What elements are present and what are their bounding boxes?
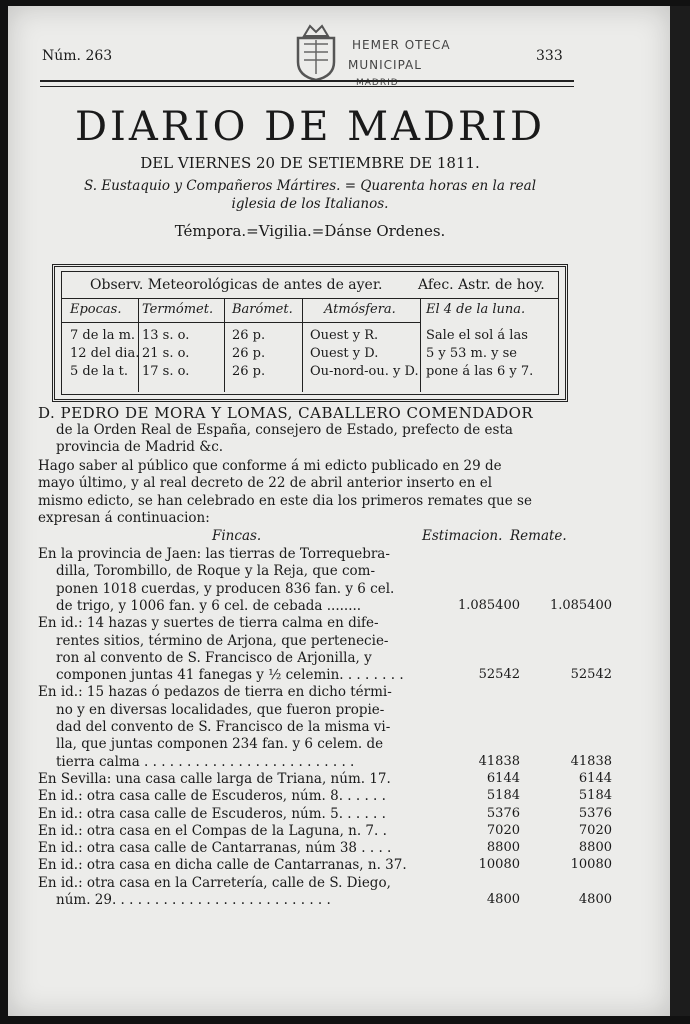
entry-line: En Sevilla: una casa calle larga de Triana, núm. 17. — [38, 770, 391, 787]
entry-line: tierra calma . . . . . . . . . . . . . . . . . . . . . . . . . — [56, 753, 355, 770]
crest-icon — [290, 22, 342, 82]
header-rule-top — [40, 80, 574, 82]
notice-heading-line-2: de la Orden Real de España, consejero de Estado, prefecto de esta — [56, 422, 513, 438]
col-fincas: Fincas. — [212, 528, 262, 544]
entry-line: En la provincia de Jaen: las tierras de Torrequebra- — [38, 546, 390, 562]
entry-estimacion: 1.085400 — [457, 597, 520, 613]
row-1-epoca: 7 de la m. — [70, 328, 136, 343]
row-1-atmos: Ouest y R. — [310, 328, 379, 343]
entry-remate: 10080 — [570, 857, 612, 873]
astro-line-2: 5 y 53 m. y se — [426, 346, 517, 361]
entry-line: En id.: otra casa en el Compas de la Laguna, n. 7. . — [38, 822, 387, 839]
page-edge — [670, 6, 690, 1016]
entry-estimacion: 5376 — [486, 805, 520, 821]
weather-divider-1 — [138, 298, 139, 392]
entry-estimacion: 52542 — [478, 667, 520, 683]
newspaper-page — [8, 6, 670, 1016]
newspaper-title: DIARIO DE MADRID — [74, 104, 546, 150]
entry-line: de trigo, y 1006 fan. y 6 cel. de cebada ........ — [56, 597, 362, 614]
entry-line: rentes sitios, término de Arjona, que pertenecie- — [56, 632, 389, 649]
entry-remate: 5184 — [578, 788, 612, 804]
weather-divider-2 — [224, 298, 225, 392]
entry-line: ron al convento de S. Francisco de Arjonilla, y — [56, 649, 372, 666]
entry-line: En id.: otra casa calle de Escuderos, núm. 5. . . . . . — [38, 805, 386, 822]
row-2-barom: 26 p. — [232, 346, 266, 361]
stamp-line-1: HEMER OTECA — [352, 38, 451, 52]
entry-remate: 6144 — [578, 770, 612, 786]
col-remate: Remate. — [510, 528, 567, 544]
entry-estimacion: 7020 — [486, 822, 520, 838]
entry-estimacion: 41838 — [478, 753, 520, 769]
weather-rule-2 — [62, 322, 420, 323]
entry-line: En id.: otra casa calle de Escuderos, núm. 8. . . . . . — [38, 788, 386, 805]
col-estimacion: Estimacion. — [422, 528, 503, 544]
entry-remate: 5376 — [578, 805, 612, 821]
row-1-term: 13 s. o. — [142, 328, 190, 343]
entry-estimacion: 5184 — [486, 788, 520, 804]
issue-number: Núm. 263 — [42, 48, 113, 64]
astro-line-3: pone á las 6 y 7. — [426, 364, 534, 379]
entry-line: ponen 1018 cuerdas, y producen 836 fan. y 6 cel. — [56, 580, 395, 597]
entry-line: En id.: otra casa calle de Cantarranas, núm 38 . . . . — [38, 840, 392, 857]
entry-line: En id.: 15 hazas ó pedazos de tierra en dicho térmi- — [38, 684, 392, 701]
entry-line: En id.: 14 hazas y suertes de tierra calma en dife- — [38, 615, 379, 632]
row-2-atmos: Ouest y D. — [310, 346, 379, 361]
entry-estimacion: 6144 — [486, 770, 520, 786]
col-termometro: Termómet. — [142, 302, 214, 317]
row-3-atmos: Ou-nord-ou. y D. — [310, 364, 419, 379]
entry-remate: 8800 — [578, 840, 612, 856]
row-1-barom: 26 p. — [232, 328, 266, 343]
weather-right-heading: Afec. Astr. de hoy. — [418, 277, 545, 293]
weather-rule-1 — [62, 298, 558, 299]
stamp-line-3: MADRID — [356, 78, 399, 88]
notice-body-line: Hago saber al público que conforme á mi edicto publicado en 29 de — [38, 458, 502, 474]
notice-body-line: expresan á continuacion: — [38, 509, 210, 526]
weather-divider-4 — [420, 298, 421, 392]
col-epocas: Epocas. — [70, 302, 122, 317]
entry-estimacion: 8800 — [486, 840, 520, 856]
entry-remate: 52542 — [570, 667, 612, 683]
row-2-term: 21 s. o. — [142, 346, 190, 361]
entry-remate: 1.085400 — [549, 597, 612, 613]
weather-divider-3 — [302, 298, 303, 392]
entry-line: En id.: otra casa en dicha calle de Cantarranas, n. 37. — [38, 857, 407, 874]
weather-left-heading: Observ. Meteorológicas de antes de ayer. — [90, 277, 383, 293]
entry-line: núm. 29. . . . . . . . . . . . . . . . . . . . . . . . . . — [56, 892, 331, 908]
entry-line: no y en diversas localidades, que fueron propie- — [56, 701, 385, 718]
weather-table — [52, 264, 568, 402]
saints-line-1: S. Eustaquio y Compañeros Mártires. = Quarenta horas en la real — [83, 178, 537, 194]
row-3-barom: 26 p. — [232, 364, 266, 379]
liturgy-line: Témpora.=Vigilia.=Dánse Ordenes. — [174, 222, 446, 240]
col-luna: El 4 de la luna. — [426, 302, 526, 317]
col-atmosfera: Atmósfera. — [324, 302, 396, 317]
astro-line-1: Sale el sol á las — [426, 328, 528, 343]
notice-body-line: mayo último, y al real decreto de 22 de abril anterior inserto en el — [38, 475, 493, 492]
entry-line: componen juntas 41 fanegas y ½ celemin. . . . . . . . — [56, 667, 404, 684]
entry-remate: 7020 — [578, 822, 612, 838]
entry-line: lla, que juntas componen 234 fan. y 6 celem. de — [56, 736, 384, 753]
entry-estimacion: 10080 — [478, 857, 520, 873]
col-barometro: Barómet. — [232, 302, 293, 317]
entry-estimacion: 4800 — [486, 892, 520, 907]
row-2-epoca: 12 del dia. — [70, 346, 140, 361]
notice-body-line: mismo edicto, se han celebrado en este dia los primeros remates que se — [38, 492, 532, 509]
saints-line-2: iglesia de los Italianos. — [231, 196, 389, 212]
entry-line: dilla, Torombillo, de Roque y la Reja, que com- — [56, 563, 376, 580]
row-3-epoca: 5 de la t. — [70, 364, 128, 379]
stamp-line-2: MUNICIPAL — [348, 58, 422, 72]
notice-heading: D. PEDRO DE MORA Y LOMAS, CABALLERO COMENDADOR — [38, 404, 534, 422]
entry-line: En id.: otra casa en la Carretería, calle de S. Diego, — [38, 874, 391, 891]
notice-heading-line-3: provincia de Madrid &c. — [56, 439, 224, 455]
page-number: 333 — [536, 48, 563, 64]
entry-remate: 41838 — [570, 753, 612, 769]
entry-line: dad del convento de S. Francisco de la misma vi- — [56, 719, 391, 735]
row-3-term: 17 s. o. — [142, 364, 190, 379]
header-rule-bottom — [40, 86, 574, 87]
date-line: DEL VIERNES 20 DE SETIEMBRE DE 1811. — [140, 154, 480, 172]
weather-table-inner — [61, 271, 559, 395]
entry-remate: 4800 — [578, 892, 612, 907]
